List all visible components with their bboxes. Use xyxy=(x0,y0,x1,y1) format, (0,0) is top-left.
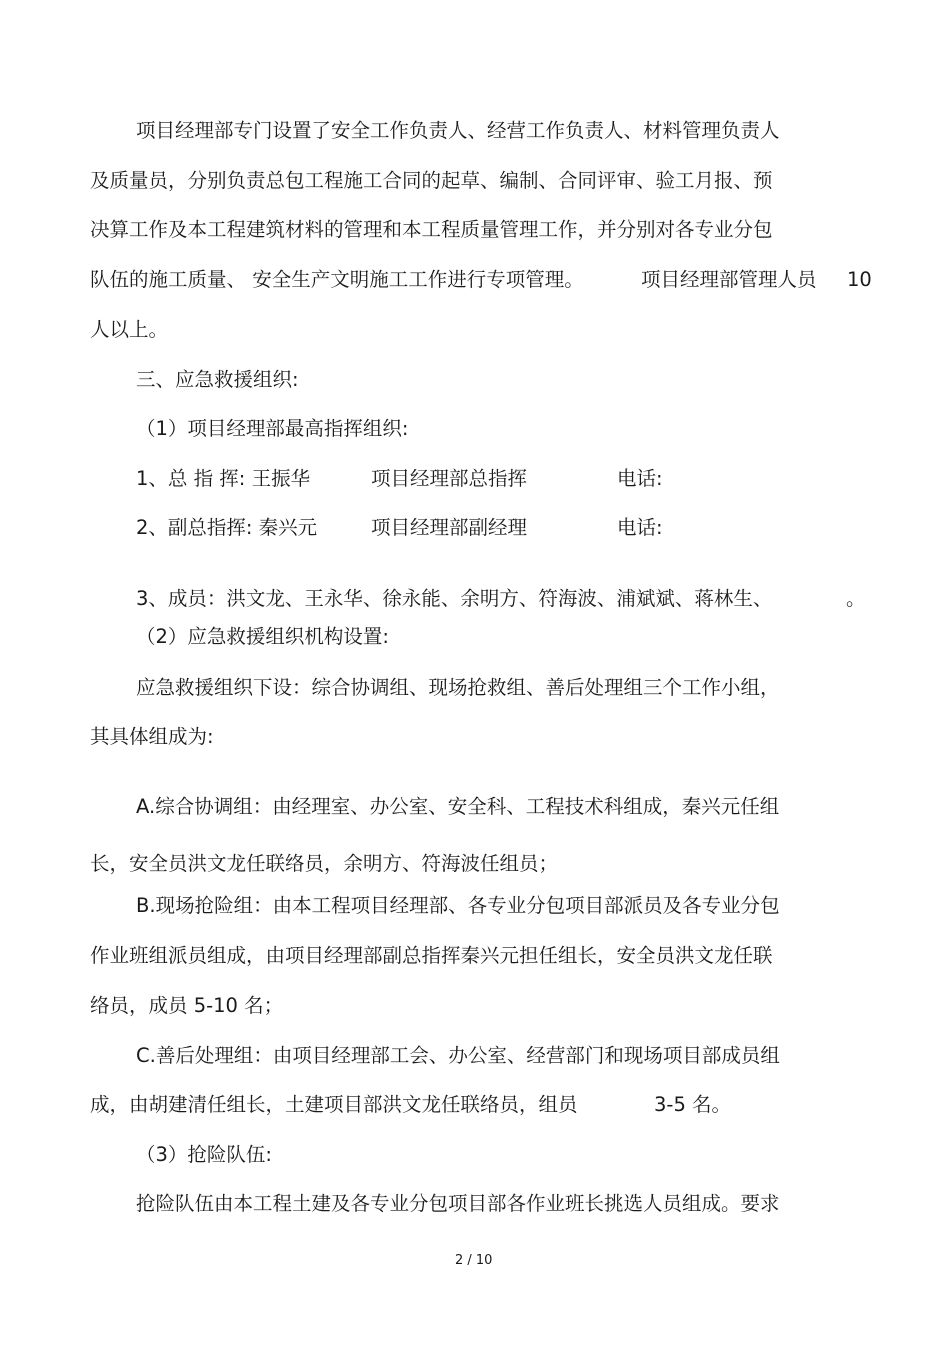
subheading-1: （1）项目经理部最高指挥组织: xyxy=(136,417,409,440)
page-number: 2 / 10 xyxy=(455,1253,493,1268)
setup-line-2: 其具体组成为: xyxy=(90,725,214,748)
intro-line-1: 项目经理部专门设置了安全工作负责人、经营工作负责人、材料管理负责人 xyxy=(136,119,780,142)
intro-line-3: 决算工作及本工程建筑材料的管理和本工程质量管理工作，并分别对各专业分包 xyxy=(90,218,773,241)
group-b-line-2: 作业班组派员组成，由项目经理部副总指挥秦兴元担任组长，安全员洪文龙任联 xyxy=(90,944,773,967)
deputy-role: 项目经理部副经理 xyxy=(371,516,528,539)
members-end: 。 xyxy=(846,587,866,610)
commander-role: 项目经理部总指挥 xyxy=(371,467,528,490)
group-b-line-3: 络员，成员 5-10 名； xyxy=(90,994,284,1017)
subheading-2: （2）应急救援组织机构设置: xyxy=(136,625,389,648)
commander-phone: 电话: xyxy=(617,467,663,490)
group-b-line-1: B.现场抢险组：由本工程项目经理部、各专业分包项目部派员及各专业分包 xyxy=(136,894,780,917)
intro-line-2: 及质量员，分别负责总包工程施工合同的起草、编制、合同评审、验工月报、预 xyxy=(90,169,773,192)
intro-line-4b: 项目经理部管理人员 xyxy=(641,268,817,291)
deputy-phone: 电话: xyxy=(617,516,663,539)
intro-line-5: 人以上。 xyxy=(90,318,169,341)
team-line-1: 抢险队伍由本工程土建及各专业分包项目部各作业班长挑选人员组成。要求 xyxy=(136,1192,780,1215)
section-heading: 三、应急救援组织: xyxy=(136,368,299,391)
deputy-label: 2、副总指挥: 秦兴元 xyxy=(136,516,318,539)
group-a-line-1: A.综合协调组：由经理室、办公室、安全科、工程技术科组成，秦兴元任组 xyxy=(136,795,780,818)
group-c-line-2b: 3-5 名。 xyxy=(654,1093,732,1116)
group-c-line-1: C.善后处理组：由项目经理部工会、办公室、经营部门和现场项目部成员组 xyxy=(136,1044,780,1067)
commander-label: 1、总 指 挥: 王振华 xyxy=(136,467,311,490)
setup-line-1: 应急救援组织下设：综合协调组、现场抢救组、善后处理组三个工作小组， xyxy=(136,676,780,699)
intro-line-4a: 队伍的施工质量、 安全生产文明施工工作进行专项管理。 xyxy=(90,268,584,291)
group-c-line-2a: 成，由胡建清任组长，土建项目部洪文龙任联络员，组员 xyxy=(90,1093,578,1116)
group-a-line-2: 长，安全员洪文龙任联络员，余明方、符海波任组员； xyxy=(90,852,559,875)
intro-line-4c: 10 xyxy=(847,268,872,291)
subheading-3: （3）抢险队伍: xyxy=(136,1143,272,1166)
members-line: 3、成员：洪文龙、王永华、徐永能、余明方、符海波、浦斌斌、蒋林生、 xyxy=(136,587,773,610)
